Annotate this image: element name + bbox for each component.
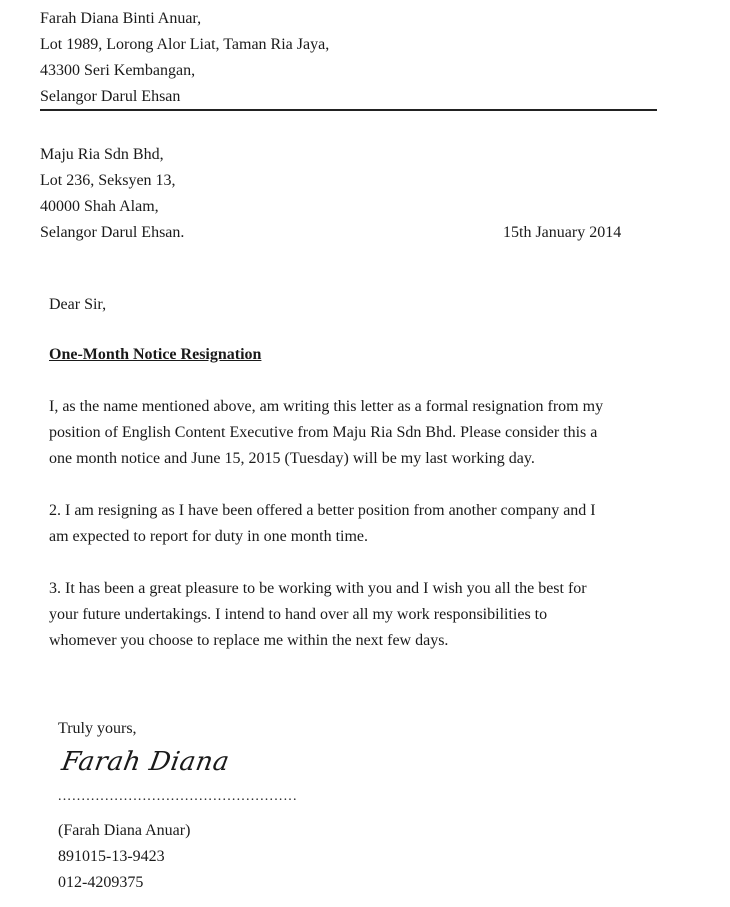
signer-phone: 012-4209375 (58, 874, 144, 891)
header-divider (40, 109, 657, 111)
paragraph-line: your future undertakings. I intend to hand over all my work responsibilities to (49, 606, 548, 623)
paragraph-line: position of English Content Executive from Maju Ria Sdn Bhd. Please consider this a (49, 424, 598, 441)
paragraph-line: 3. It has been a great pleasure to be working with you and I wish you all the best for (49, 580, 587, 597)
letter-date: 15th January 2014 (503, 224, 622, 241)
paragraph-line: one month notice and June 15, 2015 (Tuesday) will be my last working day. (49, 450, 535, 467)
recipient-state: Selangor Darul Ehsan. (40, 224, 185, 241)
subject-heading: One-Month Notice Resignation (49, 346, 262, 363)
body-paragraph-1 (49, 394, 679, 472)
sender-name: Farah Diana Binti Anuar, (40, 10, 202, 27)
recipient-street: Lot 236, Seksyen 13, (40, 172, 176, 189)
signer-id-number: 891015-13-9423 (58, 848, 165, 865)
paragraph-line: am expected to report for duty in one month time. (49, 528, 369, 545)
sender-postcode-city: 43300 Seri Kembangan, (40, 62, 196, 79)
body-paragraph-2 (49, 498, 679, 550)
sender-address (40, 6, 329, 110)
paragraph-line: I, as the name mentioned above, am writing this letter as a formal resignation from my (49, 398, 604, 415)
body-paragraph-3 (49, 576, 679, 654)
signer-details (58, 818, 190, 896)
paragraph-line: whomever you choose to replace me within the next few days. (49, 632, 449, 649)
paragraph-line: 2. I am resigning as I have been offered a better position from another company and I (49, 502, 596, 519)
closing: Truly yours, (58, 720, 137, 737)
sender-street: Lot 1989, Lorong Alor Liat, Taman Ria Jaya, (40, 36, 330, 53)
recipient-postcode-city: 40000 Shah Alam, (40, 198, 159, 215)
recipient-address (40, 142, 184, 246)
handwritten-signature: Farah Diana (59, 747, 232, 777)
signature-line: ................................................... (58, 789, 298, 804)
sender-state: Selangor Darul Ehsan (40, 88, 181, 105)
salutation: Dear Sir, (49, 296, 107, 313)
signer-name: (Farah Diana Anuar) (58, 822, 191, 839)
recipient-company: Maju Ria Sdn Bhd, (40, 146, 164, 163)
